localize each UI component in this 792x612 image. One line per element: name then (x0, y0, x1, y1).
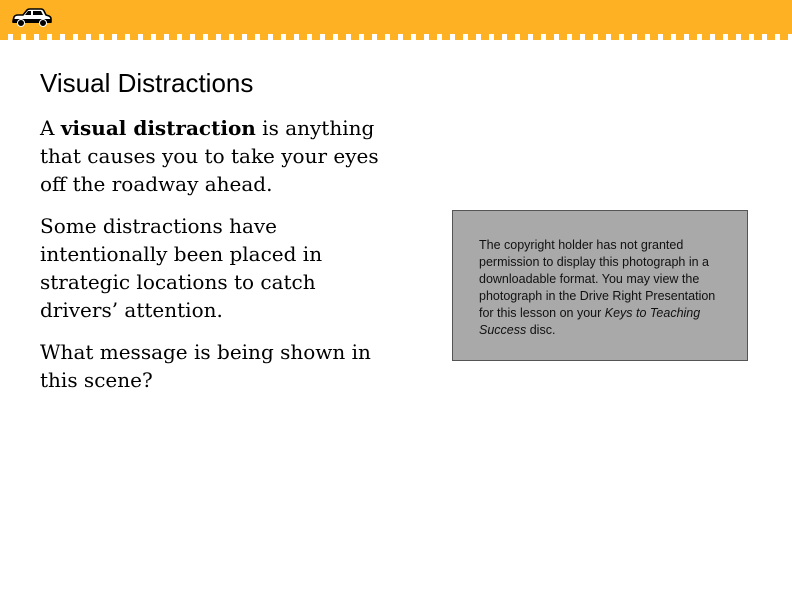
photo-placeholder (452, 210, 748, 361)
definition-lead: A (40, 116, 61, 140)
header-bar (0, 0, 792, 34)
body-text (40, 114, 385, 408)
header-dashed-edge (0, 34, 792, 40)
disc-title: Keys to Teaching Success (479, 306, 701, 337)
slide-title: Visual Distractions (40, 68, 254, 98)
copyright-notice (479, 237, 729, 339)
paragraph-definition (40, 114, 385, 198)
car-icon (11, 8, 53, 28)
paragraph-question: What message is being shown in this scene? (40, 340, 371, 392)
copyright-text-end: disc. (526, 323, 556, 337)
paragraph-distractions: Some distractions have intentionally been placed in strategic locations to catch drivers’ attention. (40, 214, 323, 322)
definition-rest: is anything that causes you to take your eyes off the roadway ahead. (40, 116, 379, 196)
definition-term: visual distraction (60, 116, 256, 140)
copyright-text: The copyright holder has not granted permission to display this photograph in a downloadable format. You may view the photograph in the Drive Right Presentation for this lesson on your (479, 238, 716, 320)
